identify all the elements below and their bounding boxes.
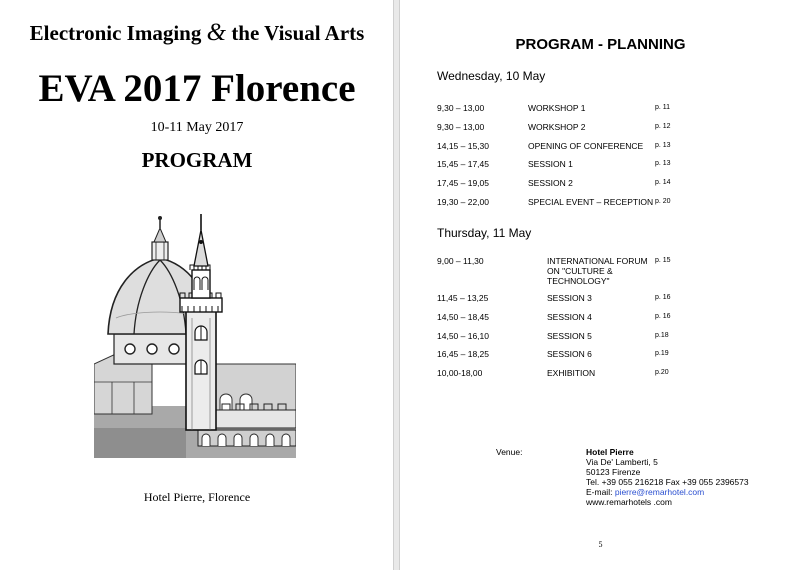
venue-name: Hotel Pierre: [586, 447, 634, 457]
venue-city: 50123 Firenze: [586, 467, 641, 477]
venue-phone: Tel. +39 055 216218 Fax +39 055 2396573: [586, 477, 749, 487]
cover-venue: Hotel Pierre, Florence: [143, 490, 251, 504]
schedule-page-ref: p. 20: [655, 198, 671, 205]
schedule-event: SESSION 2: [528, 178, 573, 188]
day-heading-thursday: Thursday, 11 May: [437, 226, 532, 240]
schedule-event: SESSION 3: [547, 293, 592, 303]
day-heading-wednesday: Wednesday, 10 May: [437, 69, 546, 83]
series-part-2: the Visual Arts: [231, 21, 365, 45]
schedule-page-ref: p. 16: [655, 294, 671, 301]
cover-dates: 10-11 May 2017: [150, 120, 244, 135]
series-ampersand: &: [206, 19, 227, 46]
schedule-time: 14,15 – 15,30: [437, 141, 489, 151]
schedule-time: 16,45 – 18,25: [437, 349, 489, 359]
series-part-1: Electronic Imaging: [29, 21, 202, 45]
schedule-page-ref: p. 16: [655, 313, 671, 320]
cover-series-title: [0, 19, 394, 47]
schedule-event: SESSION 5: [547, 331, 592, 341]
schedule-event: INTERNATIONAL FORUM ON "CULTURE & TECHNOLOGY": [547, 256, 648, 286]
program-planning-title: PROGRAM - PLANNING: [515, 36, 686, 53]
schedule-page-ref: p. 13: [655, 142, 671, 149]
schedule-event: WORKSHOP 1: [528, 103, 586, 113]
schedule-event: SESSION 1: [528, 159, 573, 169]
schedule-page-ref: p.20: [655, 369, 669, 376]
schedule-time: 10,00-18,00: [437, 368, 483, 378]
schedule-time: 17,45 – 19,05: [437, 178, 489, 188]
program-planning-page: [399, 0, 800, 570]
venue-email-line: [586, 487, 704, 497]
page-number: 5: [598, 540, 603, 549]
schedule-event: EXHIBITION: [547, 368, 596, 378]
cover-program-heading: PROGRAM: [141, 148, 253, 172]
schedule-page-ref: p.19: [655, 350, 669, 357]
schedule-event: SESSION 6: [547, 349, 592, 359]
schedule-page-ref: p.18: [655, 332, 669, 339]
schedule-event: SPECIAL EVENT – RECEPTION: [528, 197, 654, 207]
schedule-time: 14,50 – 16,10: [437, 331, 489, 341]
schedule-page-ref: p. 13: [655, 160, 671, 167]
venue-label: Venue:: [496, 447, 523, 457]
florence-skyline-illustration: [94, 214, 296, 458]
schedule-page-ref: p. 11: [655, 104, 671, 111]
venue-email-label: E-mail:: [586, 487, 613, 497]
schedule-time: 11,45 – 13,25: [437, 293, 489, 303]
schedule-time: 9,00 – 11,30: [437, 256, 484, 266]
schedule-time: 9,30 – 13,00: [437, 103, 485, 113]
schedule-page-ref: p. 14: [655, 179, 671, 186]
schedule-page-ref: p. 12: [655, 123, 671, 130]
schedule-time: 19,30 – 22,00: [437, 197, 489, 207]
schedule-event: SESSION 4: [547, 312, 592, 322]
venue-email-link[interactable]: pierre@remarhotel.com: [614, 487, 705, 497]
schedule-page-ref: p. 15: [655, 257, 671, 264]
venue-website: www.remarhotels .com: [586, 497, 672, 507]
schedule-time: 15,45 – 17,45: [437, 159, 489, 169]
cover-page: [0, 0, 394, 570]
schedule-event: WORKSHOP 2: [528, 122, 586, 132]
schedule-event: OPENING OF CONFERENCE: [528, 141, 644, 151]
cover-title: EVA 2017 Florence: [38, 67, 356, 110]
schedule-time: 9,30 – 13,00: [437, 122, 485, 132]
venue-street: Via De' Lamberti, 5: [586, 457, 658, 467]
schedule-time: 14,50 – 18,45: [437, 312, 489, 322]
